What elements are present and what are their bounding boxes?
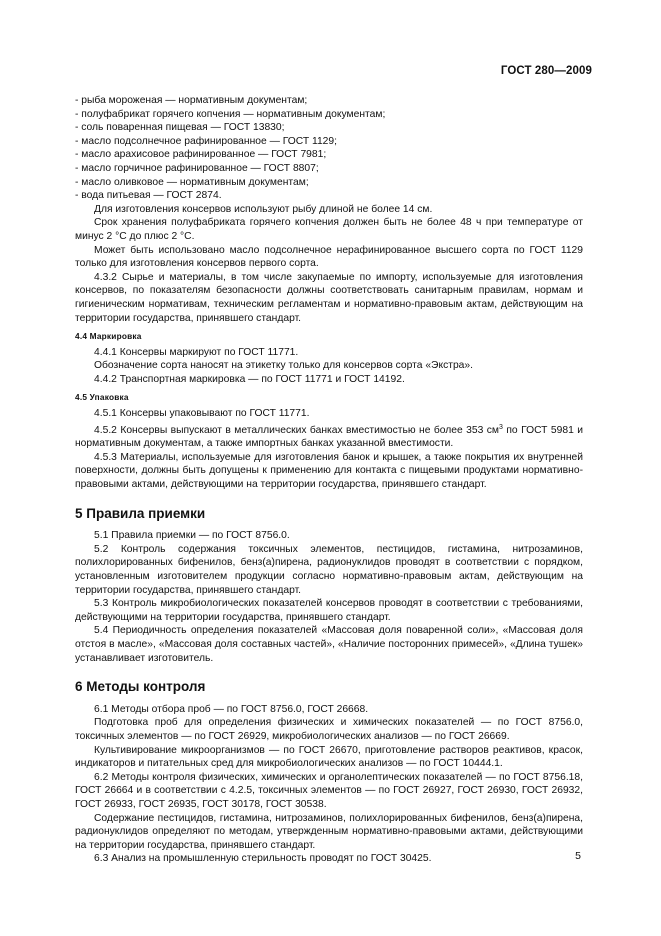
paragraph: 6.3 Анализ на промышленную стерильность проводят по ГОСТ 30425. [94,853,432,865]
list-item: - масло арахисовое рафинированное — ГОСТ 7981; [75,149,327,161]
paragraph: 4.3.2 Сырье и материалы, в том числе закупаемые по импорту, используемые для изготовления консервов, по показателям безопасности должны соответствовать санитарным правилам, нормам и гигиеническим нормативам, техническим регламентам и нормативно-правовым актам, действующим на территории государства, принявшего стандарт. [75,271,583,324]
subsection-heading-marking: 4.4 Маркировка [75,331,142,342]
subsection-heading-packaging: 4.5 Упаковка [75,392,129,403]
section-heading-control-methods: 6 Методы контроля [75,679,206,695]
list-item: - масло оливковое — нормативным документам; [75,176,309,188]
paragraph: Культивирование микроорганизмов — по ГОСТ 26670, приготовление растворов реактивов, красок, индикаторов и питательных сред для микробиологических анализов — по ГОСТ 10444.1. [75,744,583,770]
superscript: 3 [499,423,503,431]
paragraph: 4.4.1 Консервы маркируют по ГОСТ 11771. [94,346,299,358]
section-heading-acceptance: 5 Правила приемки [75,505,206,521]
paragraph: 5.4 Периодичность определения показателей «Массовая доля поваренной соли», «Массовая доля отстоя в масле», «Массовая доля составных частей», «Наличие посторонних примесей», «Длина тушек» устанавливает изготовитель. [75,625,583,664]
list-item: - масло горчичное рафинированное — ГОСТ 8807; [75,162,319,174]
paragraph: Для изготовления консервов используют рыбу длиной не более 14 см. [94,203,433,215]
paragraph-text: 4.5.2 Консервы выпускают в металлических банках вместимостью не более 353 см [94,424,499,436]
list-item: - вода питьевая — ГОСТ 2874. [75,190,222,202]
paragraph: Может быть использовано масло подсолнечное нерафинированное высшего сорта по ГОСТ 1129 только для изготовления консервов первого сорта. [75,244,583,270]
paragraph: 6.2 Методы контроля физических, химических и органолептических показателей — по ГОСТ 8756.18, ГОСТ 26664 и в соответствии с 4.2.5, токсичных элементов — по ГОСТ 26927, ГОСТ 26930, ГОСТ 26932, ГОСТ 26933, ГОСТ 26935, ГОСТ 30178, ГОСТ 30538. [75,771,583,810]
paragraph: 4.5.1 Консервы упаковывают по ГОСТ 11771. [94,408,310,420]
paragraph: Обозначение сорта наносят на этикетку только для консервов сорта «Экстра». [94,360,473,372]
list-item: - полуфабрикат горячего копчения — нормативным документам; [75,108,386,120]
list-item: - соль поваренная пищевая — ГОСТ 13830; [75,122,285,134]
paragraph: Срок хранения полуфабриката горячего копчения должен быть не более 48 ч при температуре от минус 2 °С до плюс 2 °С. [75,217,583,242]
paragraph [75,421,583,451]
materials-list [75,94,583,203]
paragraph: 5.3 Контроль микробиологических показателей консервов проводят в соответствии с требованиями, действующими на территории государства, принявшего стандарт. [75,598,583,623]
paragraph: 6.1 Методы отбора проб — по ГОСТ 8756.0, ГОСТ 26668. [94,703,369,715]
list-item: - масло подсолнечное рафинированное — ГОСТ 1129; [75,135,337,147]
paragraph: Подготовка проб для определения физических и химических показателей — по ГОСТ 8756.0, токсичных элементов — по ГОСТ 26929, микробиологических анализов — по ГОСТ 26669. [75,717,583,742]
paragraph: 5.2 Контроль содержания токсичных элементов, пестицидов, гистамина, нитрозаминов, полихлорированных бифенилов, бенз(а)пирена, радионуклидов проводят в соответствии с порядком, установленным изготовителем продукции согласно нормативно-правовым актам, действующим на территории государства, принявшего стандарт. [75,543,583,596]
paragraph: 5.1 Правила приемки — по ГОСТ 8756.0. [94,530,290,542]
paragraph: 4.5.3 Материалы, используемые для изготовления банок и крышек, а также покрытия их внутренней поверхности, должны быть допущены к применению для контакта с пищевыми продуктами нормативно-правовыми актами, действующими на территории государства, принявшего стандарт. [75,451,583,491]
document-body [75,94,583,866]
paragraph: Содержание пестицидов, гистамина, нитрозаминов, полихлорированных бифенилов, бенз(а)пирена, радионуклидов определяют по методам, утвержденным нормативно-правовыми актами, действующими на территории государства, принявшего стандарт. [75,812,583,851]
list-item: - рыба мороженая — нормативным документам; [75,95,308,106]
document-id-header: ГОСТ 280—2009 [500,65,592,77]
paragraph-text: по ГОСТ 5981 и нормативным документам, а также импортных банках указанной вместимости. [75,424,583,450]
page-number: 5 [575,850,581,862]
paragraph: 4.4.2 Транспортная маркировка — по ГОСТ 11771 и ГОСТ 14192. [94,373,405,385]
